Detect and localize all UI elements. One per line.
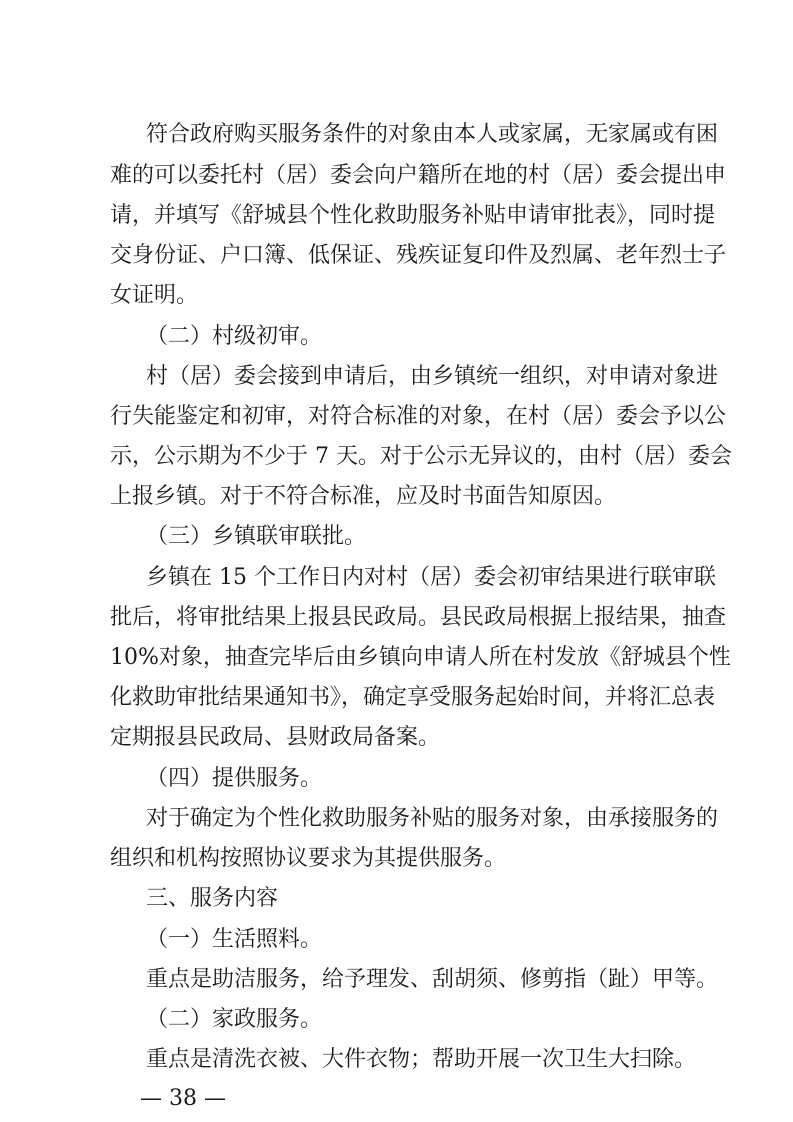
paragraph-line: 行失能鉴定和初审，对符合标准的对象，在村（居）委会予以公 bbox=[110, 404, 727, 429]
paragraph-line: 乡镇在 15 个工作日内对村（居）委会初审结果进行联审联 bbox=[146, 565, 716, 590]
paragraph-line: 上报乡镇。对于不符合标准，应及时书面告知原因。 bbox=[110, 484, 617, 509]
paragraph-line: 符合政府购买服务条件的对象由本人或家属，无家属或有困 bbox=[146, 122, 719, 147]
paragraph-line: 重点是清洗衣被、大件衣物；帮助开展一次卫生大扫除。 bbox=[146, 1047, 697, 1072]
section-heading: （二）村级初审。 bbox=[146, 324, 323, 349]
paragraph-line: 批后，将审批结果上报县民政局。县民政局根据上报结果，抽查 bbox=[110, 605, 727, 630]
paragraph-line: 组织和机构按照协议要求为其提供服务。 bbox=[110, 846, 507, 871]
section-heading: （一）生活照料。 bbox=[146, 927, 323, 952]
paragraph-line: 化救助审批结果通知书》，确定享受服务起始时间，并将汇总表 bbox=[110, 685, 716, 710]
paragraph-line: 难的可以委托村（居）委会向户籍所在地的村（居）委会提出申 bbox=[110, 163, 727, 188]
section-heading: （三）乡镇联审联批。 bbox=[146, 524, 367, 549]
paragraph-line: 示，公示期为不少于 7 天。对于公示无异议的，由村（居）委会 bbox=[110, 444, 732, 469]
paragraph-line: 村（居）委会接到申请后，由乡镇统一组织，对申请对象进 bbox=[146, 364, 719, 389]
paragraph-line: 请，并填写《舒城县个性化救助服务补贴申请审批表》，同时提 bbox=[110, 203, 716, 228]
paragraph-line: 交身份证、户口簿、低保证、残疾证复印件及烈属、老年烈士子 bbox=[110, 243, 727, 268]
section-heading: （二）家政服务。 bbox=[146, 1007, 323, 1032]
page-number: — 38 — bbox=[140, 1086, 226, 1111]
paragraph-line: 女证明。 bbox=[110, 283, 199, 308]
chapter-heading: 三、服务内容 bbox=[146, 886, 279, 911]
section-heading: （四）提供服务。 bbox=[146, 766, 323, 791]
paragraph-line: 定期报县民政局、县财政局备案。 bbox=[110, 725, 441, 750]
paragraph-line: 对于确定为个性化救助服务补贴的服务对象，由承接服务的 bbox=[146, 806, 719, 831]
paragraph-line: 10%对象，抽查完毕后由乡镇向申请人所在村发放《舒城县个性 bbox=[110, 645, 731, 670]
paragraph-line: 重点是助洁服务，给予理发、刮胡须、修剪指（趾）甲等。 bbox=[146, 967, 719, 992]
